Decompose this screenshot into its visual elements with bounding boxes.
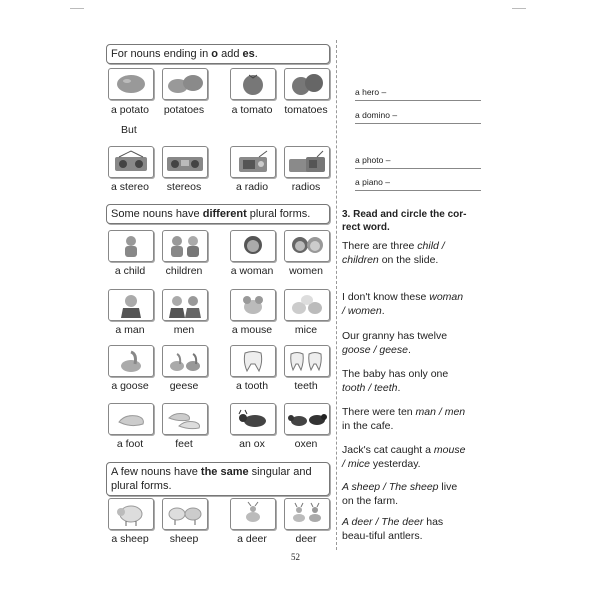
section-same-header: A few nouns have the same singular and plural forms.	[106, 462, 330, 496]
label-radios: radios	[291, 181, 321, 193]
oxen-picture	[284, 403, 330, 435]
children-picture	[162, 230, 208, 262]
label-a-woman: a woman	[230, 265, 274, 277]
radio-picture	[230, 146, 276, 178]
goose-picture	[108, 345, 154, 377]
woman-picture	[230, 230, 276, 262]
label-an-ox: an ox	[239, 438, 265, 450]
stereo-picture	[108, 146, 154, 178]
exercise-sentence-6[interactable]: Jack's cat caught a mouse / mice yesterday.	[342, 444, 466, 470]
label-a-mouse: a mouse	[231, 324, 273, 336]
tooth-picture	[230, 345, 276, 377]
deer-picture	[230, 498, 276, 530]
label-feet: feet	[175, 438, 193, 450]
exercise-sentence-2[interactable]: I don't know these woman / women.	[342, 291, 464, 317]
sheep-plural-picture	[162, 498, 208, 530]
label-a-deer: a deer	[237, 533, 267, 545]
fill-item-piano[interactable]: a piano –	[355, 177, 485, 187]
fill-item-photo[interactable]: a photo –	[355, 155, 485, 165]
label-teeth: teeth	[294, 380, 318, 392]
label-oxen: oxen	[294, 438, 318, 450]
crop-mark-left	[70, 8, 84, 9]
men-picture	[162, 289, 208, 321]
teeth-picture	[284, 345, 330, 377]
label-men: men	[173, 324, 195, 336]
mice-picture	[284, 289, 330, 321]
exercise-sentence-7[interactable]: A sheep / The sheep live on the farm.	[342, 481, 458, 507]
label-deer: deer	[295, 533, 317, 545]
label-a-man: a man	[115, 324, 145, 336]
exercise-sentence-1[interactable]: There are three child / children on the slide.	[342, 240, 445, 266]
ox-picture	[230, 403, 276, 435]
mouse-picture	[230, 289, 276, 321]
label-a-goose: a goose	[111, 380, 149, 392]
section-different-header: Some nouns have different plural forms.	[106, 204, 330, 224]
label-geese: geese	[169, 380, 199, 392]
section-o-rule-header: For nouns ending in o add es.	[106, 44, 330, 64]
sheep-picture	[108, 498, 154, 530]
crop-mark-right	[512, 8, 526, 9]
label-sheep: sheep	[169, 533, 199, 545]
label-tomatoes: tomatoes	[284, 104, 328, 116]
stereos-picture	[162, 146, 208, 178]
potato-picture	[108, 68, 154, 100]
page-number: 52	[291, 552, 300, 562]
exercise-sentence-5[interactable]: There were ten man / men in the cafe.	[342, 406, 466, 432]
exercise-sentence-8[interactable]: A deer / The deer has beau-tiful antlers.	[342, 516, 444, 542]
label-children: children	[165, 265, 203, 277]
label-potatoes: potatoes	[163, 104, 205, 116]
exercise-3-title: 3. Read and circle the cor-rect word.	[342, 209, 467, 233]
label-mice: mice	[294, 324, 318, 336]
radios-picture	[284, 146, 330, 178]
label-women: women	[289, 265, 323, 277]
tomato-picture	[230, 68, 276, 100]
child-picture	[108, 230, 154, 262]
man-picture	[108, 289, 154, 321]
label-a-tomato: a tomato	[231, 104, 273, 116]
label-a-radio: a radio	[235, 181, 269, 193]
label-a-child: a child	[114, 265, 146, 277]
foot-picture	[108, 403, 154, 435]
women-picture	[284, 230, 330, 262]
fill-item-domino[interactable]: a domino –	[355, 110, 485, 120]
exercise-sentence-4[interactable]: The baby has only one tooth / teeth.	[342, 368, 449, 394]
geese-picture	[162, 345, 208, 377]
tomatoes-picture	[284, 68, 330, 100]
exercise-sentence-3[interactable]: Our granny has twelve goose / geese.	[342, 330, 448, 356]
label-stereos: stereos	[166, 181, 202, 193]
but-label: But	[121, 124, 137, 136]
label-a-stereo: a stereo	[111, 181, 149, 193]
potatoes-picture	[162, 68, 208, 100]
column-divider	[336, 40, 337, 550]
label-a-sheep: a sheep	[111, 533, 149, 545]
feet-picture	[162, 403, 208, 435]
deer-plural-picture	[284, 498, 330, 530]
label-a-foot: a foot	[116, 438, 144, 450]
label-a-potato: a potato	[111, 104, 149, 116]
fill-item-hero[interactable]: a hero –	[355, 87, 485, 97]
label-a-tooth: a tooth	[235, 380, 269, 392]
